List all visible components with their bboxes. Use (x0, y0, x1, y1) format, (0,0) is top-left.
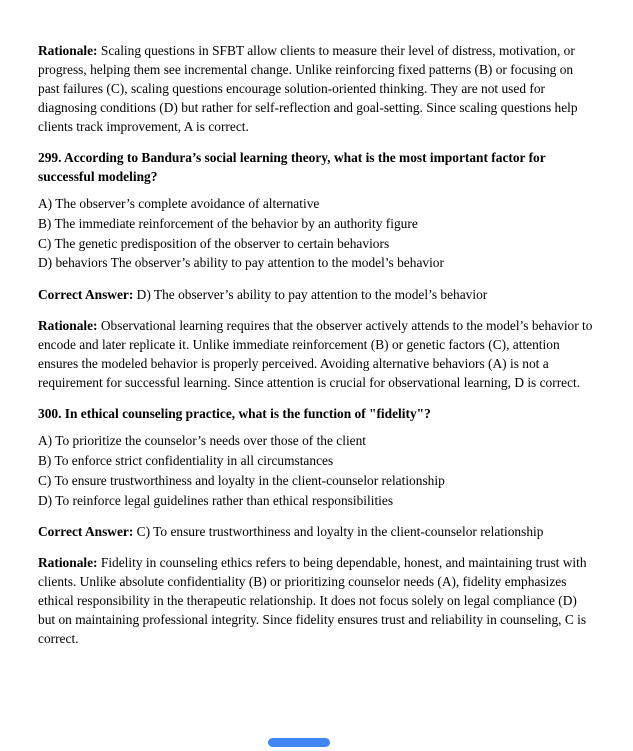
answer-option-d: D) To reinforce legal guidelines rather than ethical responsibilities (38, 492, 394, 508)
rationale-label: Rationale: (38, 318, 98, 334)
answer-option-d: D) behaviors The observer’s ability to pay attention to the model’s behavior (38, 255, 444, 271)
rationale-paragraph (38, 553, 597, 648)
rationale-paragraph (38, 316, 597, 392)
rationale-label: Rationale: (38, 43, 98, 58)
scroll-position-indicator[interactable] (268, 738, 330, 747)
answer-options (38, 431, 597, 510)
correct-answer-line (38, 285, 597, 304)
correct-answer-label: Correct Answer: (38, 524, 134, 540)
question-title: 300. In ethical counseling practice, what is the function of "fidelity"? (38, 406, 431, 422)
answer-option-c: C) The genetic predisposition of the observer to certain behaviors (38, 235, 390, 251)
answer-option-b: B) The immediate reinforcement of the behavior by an authority figure (38, 215, 418, 231)
correct-answer-label: Correct Answer: (38, 287, 134, 303)
rationale-text: Scaling questions in SFBT allow clients to measure their level of distress, motivation, or progress, helping them see incremental change. Unlike reinforcing fixed patterns (B) or focusing on past failures (C), scaling questions encourage solution-oriented thinking. They are not used for diagnosing conditions (D) but rather for self-reflection and goal-setting. Since scaling questions help clients track improvement, A is correct. (38, 43, 578, 134)
answer-option-a: A) The observer’s complete avoidance of alternative (38, 196, 320, 211)
answer-option-c: C) To ensure trustworthiness and loyalty in the client-counselor relationship (38, 472, 445, 488)
answer-option-b: B) To enforce strict confidentiality in all circumstances (38, 452, 334, 468)
rationale-text: Observational learning requires that the observer actively attends to the model’s behavior to encode and later replicate it. Unlike immediate reinforcement (B) or genetic factors (C), attention ensures the modeled behavior is properly perceived. Avoiding alternative behaviors (A) is not a requirement for successful learning. Since attention is crucial for observational learning, D is correct. (38, 318, 593, 391)
answer-options (38, 194, 597, 273)
answer-option-a: A) To prioritize the counselor’s needs over those of the client (38, 433, 367, 449)
question-block-300 (38, 404, 597, 648)
rationale-label: Rationale: (38, 555, 98, 571)
correct-answer-text: C) To ensure trustworthiness and loyalty in the client-counselor relationship (136, 524, 544, 540)
question-block-299 (38, 148, 597, 392)
rationale-paragraph (38, 41, 597, 136)
question-title: 299. According to Bandura’s social learning theory, what is the most important factor for successful modeling? (38, 150, 546, 184)
correct-answer-text: D) The observer’s ability to pay attention to the model’s behavior (136, 287, 488, 303)
correct-answer-line (38, 522, 597, 541)
rationale-text: Fidelity in counseling ethics refers to being dependable, honest, and maintaining trust with clients. Unlike absolute confidentiality (B) or prioritizing counselor needs (A), fidelity emphasizes ethical responsibility in the therapeutic relationship. It does not focus solely on legal compliance (D) but on maintaining professional integrity. Since fidelity ensures trust and reliability in counseling, C is correct. (38, 555, 587, 647)
